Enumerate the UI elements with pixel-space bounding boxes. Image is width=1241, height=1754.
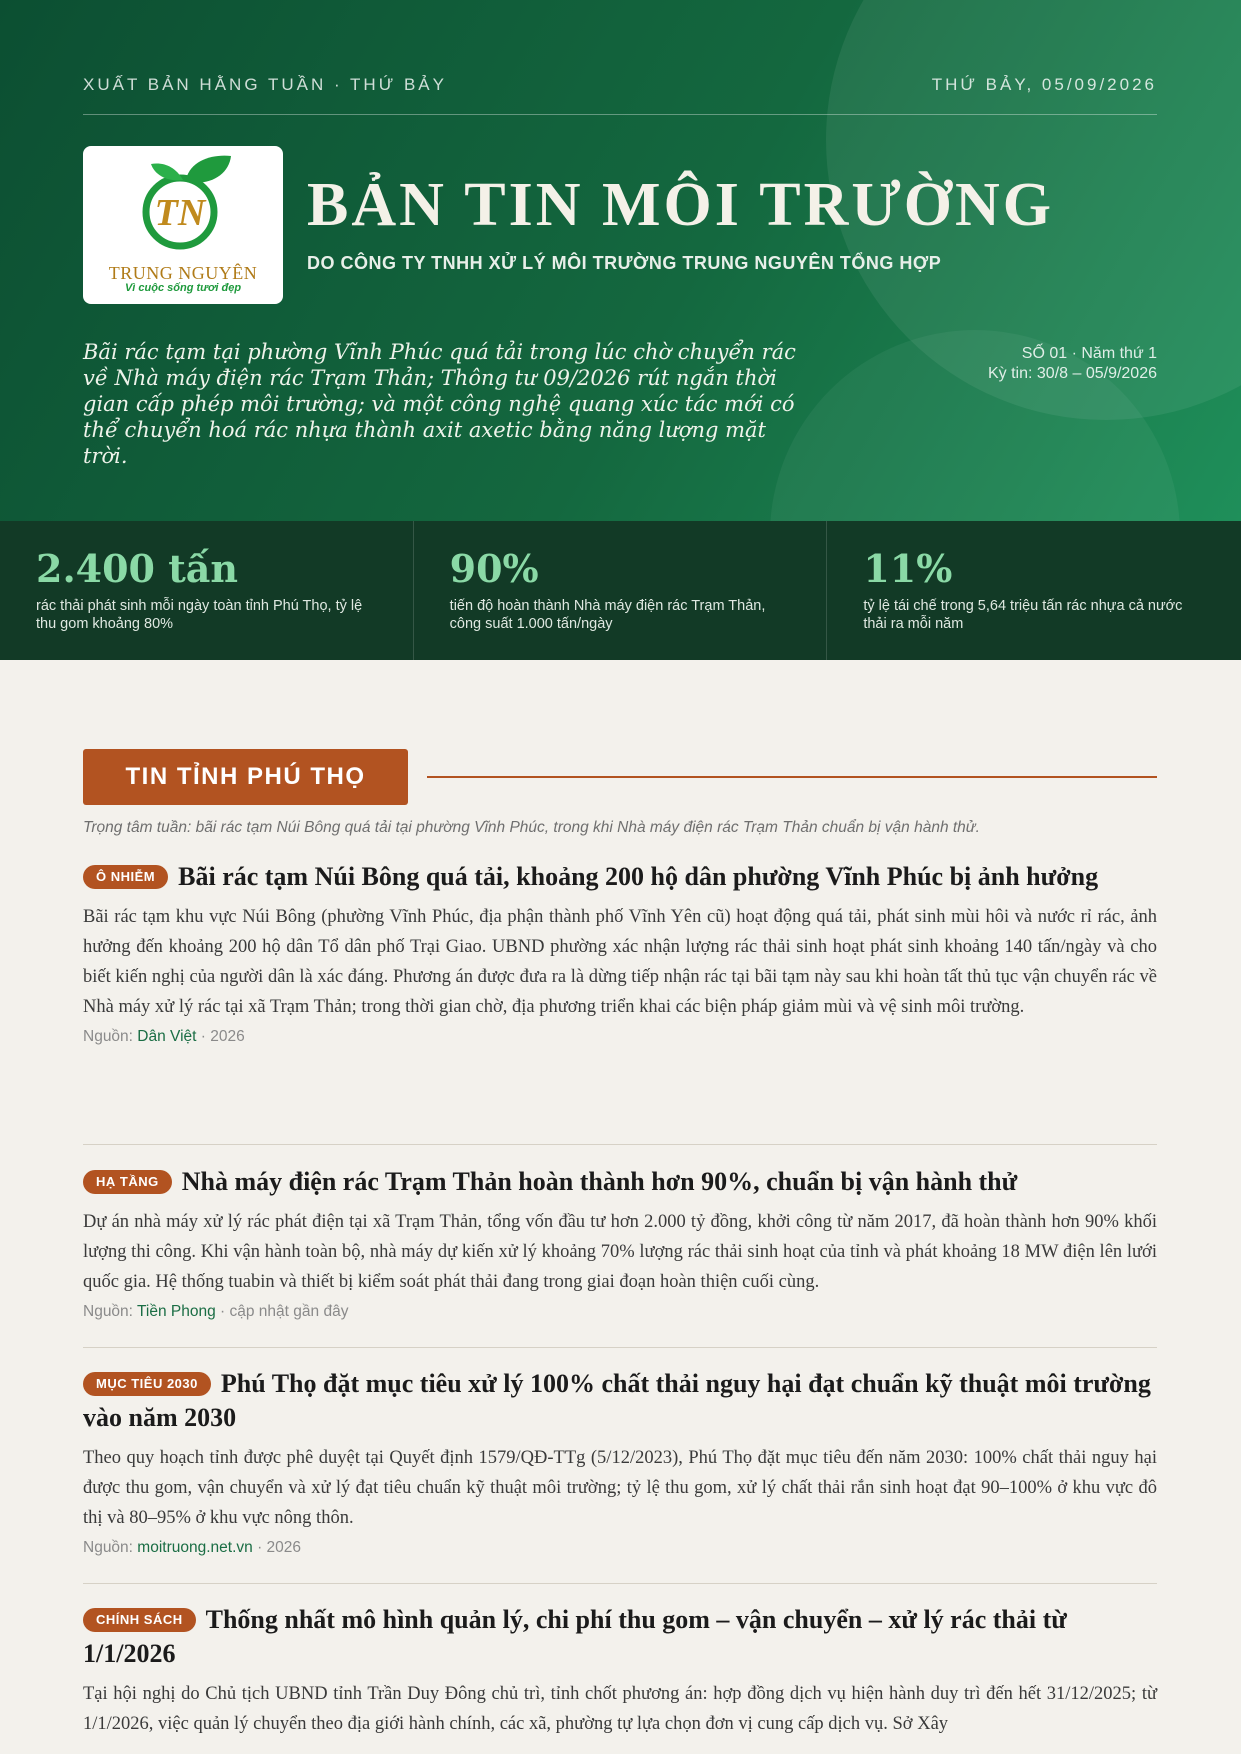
article	[83, 1165, 1157, 1321]
newsletter-title: BẢN TIN MÔI TRƯỜNG	[307, 171, 1054, 239]
section-note: Trọng tâm tuần: bãi rác tạm Núi Bông quá tải tại phường Vĩnh Phúc, trong khi Nhà máy điện rác Trạm Thản chuẩn bị vận hành thử.	[83, 819, 980, 836]
article-body: Dự án nhà máy xử lý rác phát điện tại xã Trạm Thản, tổng vốn đầu tư hơn 2.000 tỷ đồng, khởi công từ năm 2017, đã hoàn thành hơn 90% khối lượng thi công. Khi vận hành toàn bộ, nhà máy dự kiến xử lý khoảng 70% lượng rác thải sinh hoạt của tỉnh và phát khoảng 18 MW điện lên lưới quốc gia. Hệ thống tuabin và thiết bị kiểm soát phát thải đang trong giai đoạn hoàn thiện cuối cùng.	[83, 1212, 1157, 1292]
article-headline	[83, 860, 1157, 894]
publication-frequency: XUẤT BẢN HẰNG TUẦN · THỨ BẢY	[83, 75, 447, 94]
article-divider	[83, 1583, 1157, 1584]
article-headline	[83, 1165, 1157, 1199]
article	[83, 1603, 1157, 1739]
source-label: Nguồn:	[83, 1028, 133, 1045]
article-divider	[83, 1347, 1157, 1348]
logo-slogan: Vì cuộc sống tươi đẹp	[124, 282, 242, 294]
article-source	[83, 1028, 1157, 1046]
stat-caption: tiến độ hoàn thành Nhà máy điện rác Trạm Thản, công suất 1.000 tấn/ngày	[449, 598, 766, 632]
company-logo	[83, 146, 283, 304]
logo-emblem-icon	[83, 146, 283, 266]
source-link[interactable]: moitruong.net.vn	[137, 1539, 253, 1556]
stat-item	[414, 521, 828, 660]
article-body: Theo quy hoạch tỉnh được phê duyệt tại Quyết định 1579/QĐ-TTg (5/12/2023), Phú Thọ đặt mục tiêu đến năm 2030: 100% chất thải nguy hại được thu gom, vận chuyển và xử lý đạt tiêu chuẩn kỹ thuật môi trường; tỷ lệ thu gom, xử lý chất thải rắn sinh hoạt đạt 90–100% ở khu vực đô thị và 80–95% ở khu vực nông thôn.	[83, 1448, 1157, 1528]
category-tag: MỤC TIÊU 2030	[83, 1372, 211, 1396]
stat-value: 90%	[449, 546, 539, 591]
issue-number: SỐ 01 · Năm thứ 1	[1021, 345, 1157, 362]
article-title[interactable]: Thống nhất mô hình quản lý, chi phí thu gom – vận chuyển – xử lý rác thải từ 1/1/2026	[83, 1605, 1067, 1668]
section-rule	[427, 776, 1157, 778]
source-link[interactable]: Dân Việt	[137, 1028, 197, 1045]
logo-name: TRUNG NGUYÊN	[108, 263, 258, 283]
article-source	[83, 1303, 1157, 1321]
stats-bar	[0, 521, 1241, 660]
article	[83, 860, 1157, 1046]
newsletter-subtitle: DO CÔNG TY TNHH XỬ LÝ MÔI TRƯỜNG TRUNG NGUYÊN TỔNG HỢP	[307, 253, 942, 273]
stat-caption: rác thải phát sinh mỗi ngày toàn tỉnh Phú Thọ, tỷ lệ thu gom khoảng 80%	[36, 598, 363, 632]
masthead-divider	[83, 114, 1157, 115]
issue-info	[988, 344, 1157, 384]
source-note: · cập nhật gần đây	[220, 1303, 349, 1320]
source-note: · 2026	[257, 1539, 302, 1556]
issue-period: Kỳ tin: 30/8 – 05/9/2026	[987, 365, 1157, 382]
category-tag: CHÍNH SÁCH	[83, 1608, 196, 1632]
category-tag: Ô NHIỄM	[83, 865, 168, 889]
article-divider	[83, 1144, 1157, 1145]
source-link[interactable]: Tiền Phong	[137, 1303, 216, 1320]
stat-value: 11%	[863, 546, 953, 591]
article-headline	[83, 1367, 1157, 1435]
masthead-topline	[83, 75, 1157, 95]
article-title[interactable]: Nhà máy điện rác Trạm Thản hoàn thành hơn 90%, chuẩn bị vận hành thử	[181, 1167, 1018, 1196]
publication-date: THỨ BẢY, 05/09/2026	[931, 75, 1157, 94]
stat-value: 2.400 tấn	[36, 546, 239, 591]
article	[83, 1367, 1157, 1557]
article-title[interactable]: Phú Thọ đặt mục tiêu xử lý 100% chất thải nguy hại đạt chuẩn kỹ thuật môi trường vào năm 2030	[83, 1369, 1151, 1432]
stat-item	[827, 521, 1241, 660]
stat-caption: tỷ lệ tái chế trong 5,64 triệu tấn rác nhựa cả nước thải ra mỗi năm	[863, 598, 1183, 632]
section-heading: TIN TỈNH PHÚ THỌ	[83, 749, 408, 805]
article-headline	[83, 1603, 1157, 1671]
lead-summary: Bãi rác tạm tại phường Vĩnh Phúc quá tải trong lúc chờ chuyển rác về Nhà máy điện rác Trạm Thản; Thông tư 09/2026 rút ngắn thời gian cấp phép môi trường; và một công nghệ quang xúc tác mới có thể chuyển hoá rác nhựa thành axit axetic bằng năng lượng mặt trời.	[83, 340, 796, 468]
source-label: Nguồn:	[83, 1303, 133, 1320]
article-body: Bãi rác tạm khu vực Núi Bông (phường Vĩnh Phúc, địa phận thành phố Vĩnh Yên cũ) hoạt động quá tải, phát sinh mùi hôi và nước rỉ rác, ảnh hưởng đến khoảng 200 hộ dân Tổ dân phố Trại Giao. UBND phường xác nhận lượng rác thải sinh hoạt phát sinh khoảng 140 tấn/ngày và cho biết kiến nghị của người dân là xác đáng. Phương án được đưa ra là dừng tiếp nhận rác tại bãi tạm này sau khi hoàn tất thủ tục vận chuyển rác về Nhà máy xử lý rác tại xã Trạm Thản; trong thời gian chờ, địa phương triển khai các biện pháp giảm mùi và vệ sinh môi trường.	[83, 907, 1157, 1017]
category-tag: HẠ TẦNG	[83, 1170, 172, 1194]
article-body: Tại hội nghị do Chủ tịch UBND tỉnh Trần Duy Đông chủ trì, tỉnh chốt phương án: hợp đồng dịch vụ hiện hành duy trì đến hết 31/12/2025; từ 1/1/2026, việc quản lý chuyển theo địa giới hành chính, các xã, phường tự lựa chọn đơn vị cung cấp dịch vụ. Sở Xây	[83, 1684, 1157, 1734]
article-title[interactable]: Bãi rác tạm Núi Bông quá tải, khoảng 200 hộ dân phường Vĩnh Phúc bị ảnh hưởng	[178, 862, 1099, 891]
source-note: · 2026	[200, 1028, 245, 1045]
stat-item	[0, 521, 414, 660]
logo-monogram: TN	[154, 192, 206, 234]
source-label: Nguồn:	[83, 1539, 133, 1556]
article-source	[83, 1539, 1157, 1557]
